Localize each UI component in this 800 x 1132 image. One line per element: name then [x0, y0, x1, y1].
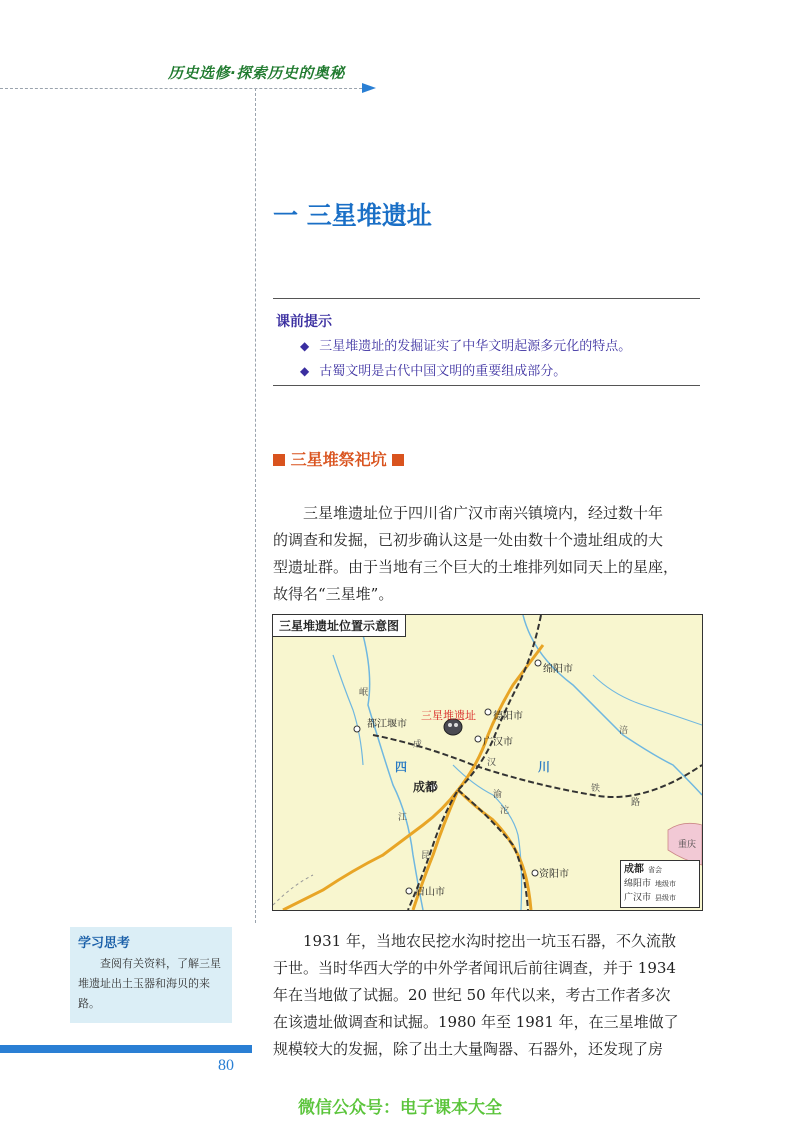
- arrow-icon: [362, 83, 376, 93]
- map-title: 三星堆遗址位置示意图: [273, 615, 406, 637]
- map-label-deyang: 德阳市: [493, 711, 523, 722]
- map-label-rail: 成: [413, 740, 423, 750]
- map-label-rail: 沱: [500, 806, 510, 816]
- legend-row: 绵阳市 地级市: [624, 879, 677, 889]
- think-heading: 学习思考: [78, 936, 131, 951]
- map-label-rail: 铁: [591, 784, 601, 794]
- square-icon: [273, 454, 285, 466]
- map-label-mianyang: 绵阳市: [543, 664, 573, 675]
- tips-top-rule: [273, 298, 700, 299]
- map-label-chengdu: 成都: [413, 780, 438, 794]
- tip-item: [300, 335, 631, 354]
- subsection-heading: [273, 447, 404, 470]
- map-label-dujiangyan: 都江堰市: [367, 719, 407, 730]
- text-line: 年在当地做了试掘。20 世纪 50 年代以来，考古工作者多次: [273, 986, 671, 1004]
- study-think-box: [70, 927, 232, 1023]
- text-line: 三星堆遗址位于四川省广汉市南兴镇境内，经过数十年: [303, 504, 664, 522]
- page-number: 80: [218, 1057, 234, 1074]
- map-label-si: 四: [395, 760, 408, 774]
- map-label-rail: 渝: [493, 790, 503, 800]
- section-title: 一 三星堆遗址: [273, 201, 432, 230]
- map-label-ziyang: 资阳市: [539, 869, 569, 880]
- header-dashed-rule: [0, 88, 372, 89]
- footer-watermark: 微信公众号：电子课本大全: [298, 1098, 502, 1118]
- map-label-chongqing: 重庆: [678, 840, 697, 850]
- map-label-rail: 江: [398, 813, 408, 823]
- text-line: 于世。当时华西大学的中外学者闻讯后前往调查，并于 1934: [273, 959, 676, 977]
- think-text: 查阅有关资料，了解三星堆遗址出土玉器和海贝的来路。: [78, 957, 221, 1010]
- text-line: 型遗址群。由于当地有三个巨大的土堆排列如同天上的星座，: [273, 558, 679, 576]
- map-label-rail: 涪: [619, 726, 629, 736]
- legend-row: 成都 省会: [624, 864, 662, 875]
- margin-dashed-rule: [255, 88, 256, 923]
- text-line: 的调查和发掘，已初步确认这是一处由数十个遗址组成的大: [273, 531, 664, 549]
- tips-heading: 课前提示: [276, 314, 332, 330]
- map-label-rail: 路: [631, 798, 641, 808]
- paragraph-history: [273, 928, 701, 1063]
- legend-row: 广汉市 县级市: [624, 893, 677, 903]
- map-label-rail: 昆: [421, 851, 431, 861]
- subsection-heading-text: 三星堆祭祀坑: [290, 450, 387, 469]
- map-label-sanxingdui: 三星堆遗址: [421, 709, 476, 722]
- tip-item: [300, 360, 566, 379]
- map-label-chuan: 川: [538, 760, 551, 774]
- text-line: 故得名“三星堆”。: [273, 585, 394, 603]
- tips-bottom-rule: [273, 385, 700, 386]
- running-header-title: 历史选修·探索历史的奥秘: [168, 64, 345, 82]
- tip-text: 古蜀文明是古代中国文明的重要组成部分。: [319, 364, 567, 379]
- map-label-guanghan: 广汉市: [483, 737, 513, 748]
- map-label-rail: 岷: [359, 688, 369, 698]
- text-line: 1931 年，当地农民挖水沟时挖出一坑玉石器，不久流散: [303, 932, 676, 950]
- diamond-icon: ◆: [300, 339, 310, 353]
- diamond-icon: ◆: [300, 364, 310, 378]
- text-line: 在该遗址做调查和试掘。1980 年至 1981 年，在三星堆做了: [273, 1013, 679, 1031]
- footer-bar: [0, 1045, 252, 1053]
- map-legend: [620, 860, 700, 908]
- map-label-meishan: 眉山市: [415, 887, 445, 898]
- text-line: 规模较大的发掘，除了出土大量陶器、石器外，还发现了房: [273, 1040, 664, 1058]
- square-icon: [392, 454, 404, 466]
- tip-text: 三星堆遗址的发掘证实了中华文明起源多元化的特点。: [319, 339, 632, 354]
- paragraph-intro: [273, 500, 701, 608]
- map-label-rail: 汉: [487, 758, 497, 768]
- location-map: [272, 614, 703, 911]
